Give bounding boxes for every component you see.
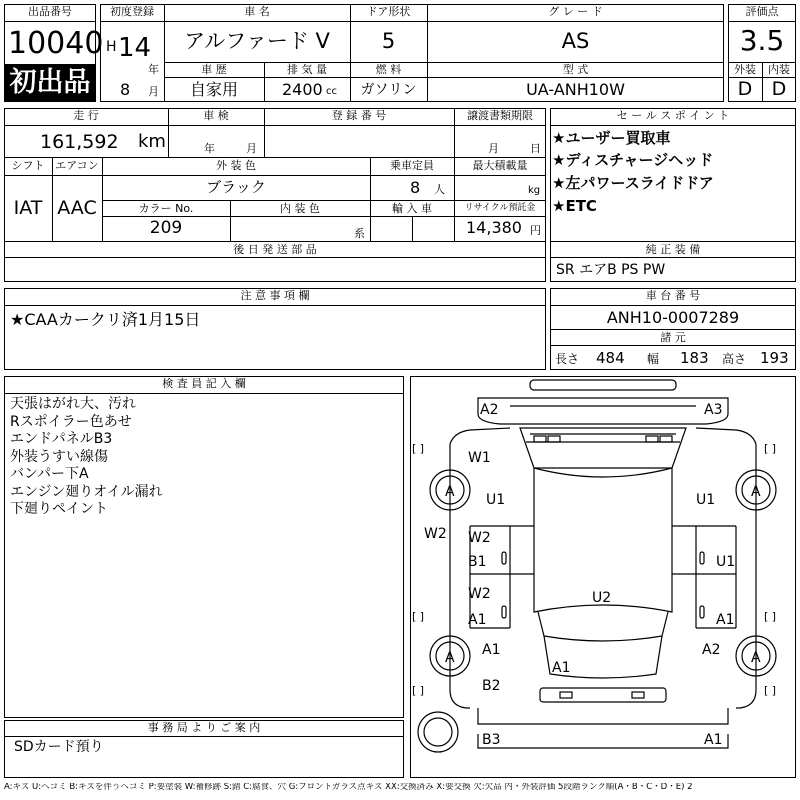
sales-point-item: ★左パワースライドドア (552, 174, 714, 192)
model-label: 型 式 (562, 63, 589, 76)
damage-mark: A (445, 484, 455, 500)
grade: AS (561, 29, 590, 53)
int-grade-label: 内装 (768, 63, 790, 76)
equipment-label: 純 正 装 備 (645, 243, 701, 256)
displacement-label: 排 気 量 (287, 63, 327, 76)
damage-mark: U1 (486, 492, 506, 508)
month-unit: 月 (148, 85, 159, 98)
height-label: 高さ (722, 352, 747, 366)
import-label: 輸 入 車 (392, 202, 432, 215)
legend: A:キズ U:ヘコミ B:キズを伴うヘコミ P:要塗装 W:補修跡 S:錆 C:腐食、穴 G:フロントガラス点キズ XX:交換済み X:要交換 欠:欠品 内・外装評価 5段階ランク順(A・B・C・D・E) 2 (4, 783, 693, 792)
damage-mark: W2 (468, 530, 491, 546)
grade-label: グ レ ー ド (548, 5, 603, 18)
damage-mark: A1 (468, 612, 487, 628)
damage-mark: B1 (468, 554, 487, 570)
history: 自家用 (189, 80, 238, 99)
reg-month: 8 (120, 80, 131, 99)
office-label: 事 務 局 よ り ご 案 内 (147, 721, 261, 734)
sales-points-label: セ ー ル ス ポ イ ン ト (616, 109, 730, 122)
bracket-mark: [ ] (412, 610, 425, 623)
bracket-mark: [ ] (412, 684, 425, 697)
damage-mark: W1 (468, 450, 491, 466)
damage-mark: A1 (704, 732, 723, 748)
lot-label: 出品番号 (28, 5, 72, 18)
shift: IAT (13, 197, 43, 219)
displacement-unit: cc (326, 86, 337, 97)
inspector-line: バンパー下A (10, 466, 89, 482)
equipment-value: SR エアB PS PW (556, 262, 666, 278)
inspector-line: 外装うすい線傷 (10, 448, 108, 465)
damage-mark: A (751, 650, 761, 666)
chassis-label: 車 台 番 号 (645, 289, 701, 302)
reg-year: 14 (118, 33, 152, 63)
bracket-mark: [ ] (764, 442, 777, 455)
mileage-unit: km (138, 131, 166, 152)
capacity-label: 乗車定員 (390, 159, 434, 172)
damage-mark: W2 (468, 586, 491, 602)
lot-number: 10040 (8, 26, 104, 61)
recycle-unit: 円 (530, 224, 541, 237)
model: UA-ANH10W (526, 80, 625, 99)
mileage: 161,592 (40, 131, 119, 153)
damage-mark: A2 (480, 402, 499, 418)
max-load-unit: kg (528, 185, 541, 196)
fuel: ガソリン (360, 82, 417, 98)
fuel-label: 燃 料 (375, 63, 402, 76)
width: 183 (680, 349, 709, 367)
transfer-day: 日 (530, 142, 541, 155)
damage-mark: A3 (704, 402, 723, 418)
car-name: アルファード V (184, 29, 330, 53)
notes-text: ★CAAカークリ済1月15日 (10, 310, 201, 329)
int-grade: D (771, 78, 787, 100)
damage-mark: A1 (716, 612, 735, 628)
recycle-label: リサイクル預託金 (464, 203, 536, 213)
sales-point-item: ★ETC (552, 197, 597, 215)
color-no: 209 (149, 218, 183, 238)
damage-mark: A2 (702, 642, 721, 658)
office-text: SDカード預り (14, 739, 104, 755)
ac-label: エアコン (55, 159, 99, 172)
inspector-line: 天張はがれ大、汚れ (10, 396, 136, 412)
score: 3.5 (739, 24, 785, 57)
ac: AAC (57, 197, 97, 219)
int-color-suffix: 系 (354, 227, 365, 240)
width-label: 幅 (647, 352, 660, 366)
era: H (106, 39, 117, 55)
ext-grade-label: 外装 (734, 63, 756, 76)
shift-label: シフト (11, 159, 45, 172)
inspector-label: 検 査 員 記 入 欄 (162, 377, 246, 390)
inspector-line: 下廻りペイント (10, 501, 108, 517)
car-name-label: 車 名 (244, 5, 270, 18)
damage-mark: U2 (592, 590, 612, 606)
insp-year-unit: 年 (204, 142, 215, 155)
ext-grade: D (737, 78, 753, 100)
car-damage-diagram (410, 376, 796, 778)
height: 193 (760, 349, 789, 367)
mileage-label: 走 行 (73, 109, 99, 122)
inspector-line: エンドパネルB3 (10, 431, 113, 447)
inspection-label: 車 検 (203, 109, 229, 122)
length: 484 (596, 349, 625, 367)
transfer-label: 譲渡書類期限 (467, 109, 533, 122)
score-label: 評価点 (745, 5, 779, 18)
inspector-line: Rスポイラー色あせ (10, 413, 132, 430)
history-label: 車 歴 (201, 63, 227, 76)
damage-mark: A (751, 484, 761, 500)
damage-mark: W2 (424, 526, 447, 542)
damage-mark: U1 (716, 554, 736, 570)
first-listing-badge: 初出品 (4, 64, 96, 101)
damage-mark: B2 (482, 678, 501, 694)
first-reg-label: 初度登録 (110, 5, 154, 18)
damage-mark: A1 (552, 660, 571, 676)
recycle: 14,380 (466, 218, 522, 237)
inspector-line: エンジン廻りオイル漏れ (10, 483, 163, 500)
max-load-label: 最大積載量 (472, 159, 528, 172)
capacity: 8 (410, 178, 421, 197)
transfer-month: 月 (488, 142, 499, 155)
chassis-number: ANH10-0007289 (606, 308, 740, 327)
insp-month-unit: 月 (246, 142, 257, 155)
damage-mark: U1 (696, 492, 716, 508)
length-label: 長さ (555, 352, 580, 366)
damage-mark: A1 (482, 642, 501, 658)
displacement: 2400 (282, 80, 323, 99)
damage-mark: A (445, 650, 455, 666)
year-unit: 年 (148, 63, 159, 76)
bracket-mark: [ ] (764, 610, 777, 623)
reg-no-label: 登 録 番 号 (331, 109, 387, 122)
ext-color-label: 外 装 色 (216, 159, 256, 172)
later-parts-label: 後 日 発 送 部 品 (233, 243, 317, 256)
ext-color: ブラック (206, 178, 266, 196)
door-label: ドア形状 (366, 5, 411, 18)
spec-label: 諸 元 (660, 331, 686, 344)
int-color-label: 内 装 色 (280, 202, 320, 215)
inspector-lines (10, 396, 163, 519)
bracket-mark: [ ] (412, 442, 425, 455)
bracket-mark: [ ] (764, 684, 777, 697)
notes-label: 注 意 事 項 欄 (240, 289, 310, 302)
sales-point-item: ★ディスチャージヘッド (552, 151, 714, 169)
sales-point-item: ★ユーザー買取車 (552, 129, 671, 147)
capacity-unit: 人 (434, 183, 445, 196)
color-no-label: カラー No. (138, 202, 194, 215)
damage-mark: B3 (482, 732, 501, 748)
doors: 5 (381, 29, 396, 53)
